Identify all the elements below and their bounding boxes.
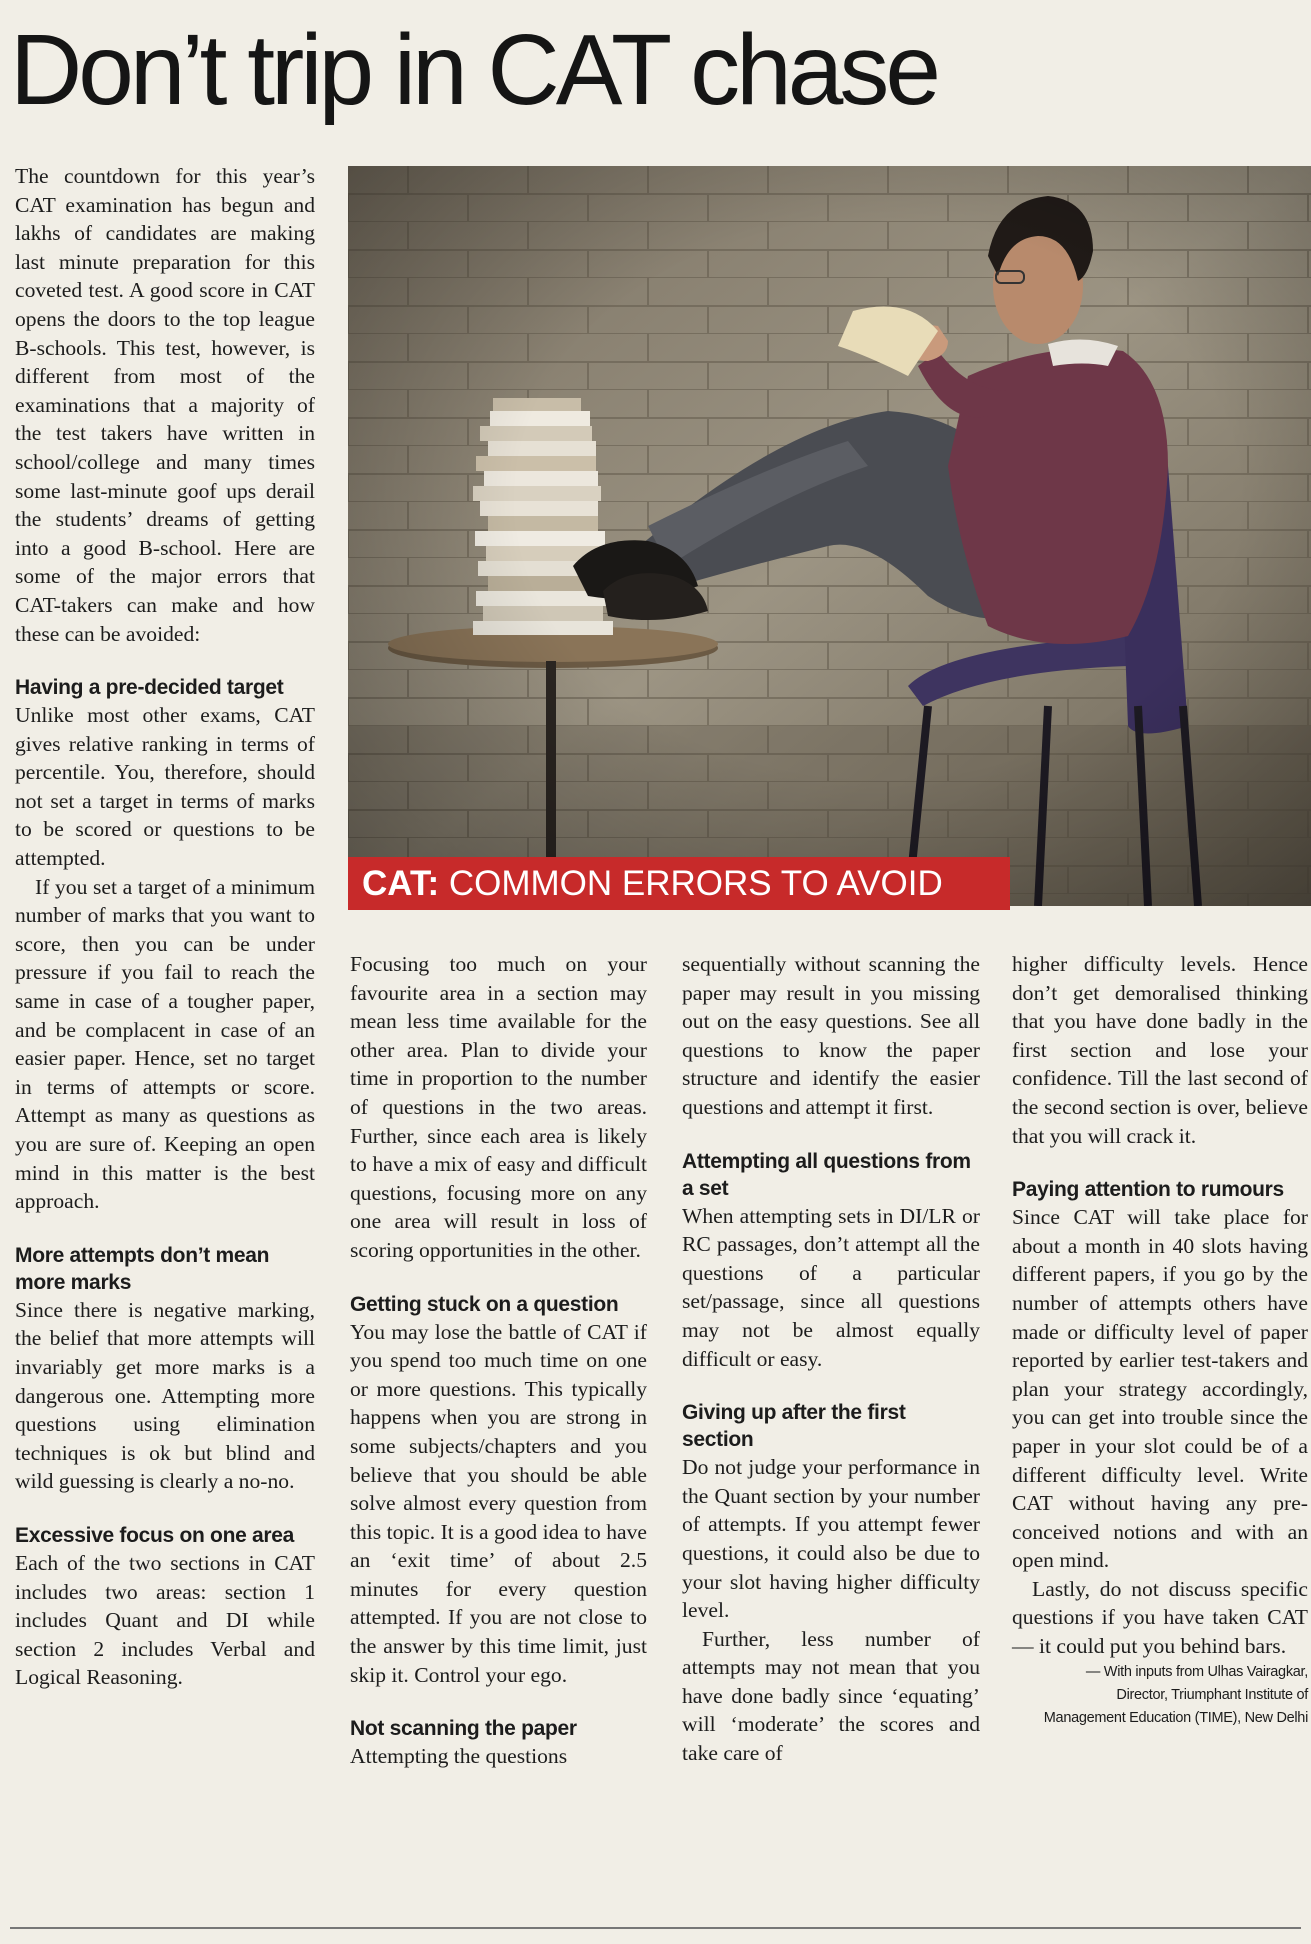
paragraph: When attempting sets in DI/LR or RC passages, don’t attempt all the questions of a particular set/passage, since all questions may not be almost equally difficult or easy. (682, 1203, 980, 1371)
paragraph: Each of the two sections in CAT includes two areas: section 1 includes Quant and DI while section 2 includes Verbal and Logical Reasoning. (15, 1550, 315, 1690)
subhead-more-attempts: More attempts don’t mean more marks (15, 1243, 270, 1294)
subhead-attempting-all: Attempting all questions from a set (682, 1149, 971, 1200)
subhead-rumours: Paying attention to rumours (1012, 1178, 1284, 1202)
caption-text: COMMON ERRORS TO AVOID (439, 864, 943, 903)
paragraph: Further, less number of attempts may not mean that you have done badly since ‘equating’ will ‘moderate’ the scores and take care of (682, 1626, 980, 1766)
paragraph: Attempting the questions (350, 1744, 568, 1769)
paragraph: Do not judge your performance in the Quant section by your number of attempts. If you attempt fewer questions, it could also be due to your slot having higher difficulty level. (682, 1455, 980, 1623)
paragraph: sequentially without scanning the paper may result in you missing out on the easy questions. See all questions to know the paper structure and identify the easier questions and attempt it first. (682, 952, 980, 1119)
student-reading-photo (348, 166, 1311, 906)
credit-line (1012, 1661, 1308, 1730)
article-photo (348, 166, 1311, 906)
paragraph: Since there is negative marking, the belief that more attempts will invariably get more marks is a dangerous one. Attempting more questions using elimination techniques is ok but blind and wild guessing is clearly a no-no. (15, 1297, 315, 1494)
caption-bold: CAT: (362, 864, 440, 903)
column-4 (1012, 950, 1308, 1730)
column-2 (350, 950, 647, 1771)
column-3 (682, 950, 980, 1768)
credit-1: — With inputs from Ulhas Vairagkar, (1085, 1663, 1308, 1680)
paragraph: Since CAT will take place for about a month in 40 slots having different papers, if you go by the number of attempts others have made or difficulty level of paper reported by earlier test-takers and plan your strategy accordingly, you can get into trouble since the paper in your slot could be of a different difficulty level. Write CAT without having any pre-conceived notions and with an open mind. (1012, 1205, 1308, 1573)
paragraph: higher difficulty levels. Hence don’t get demoralised thinking that you have done badly in the first section and lose your confidence. Till the last second of the second section is over, believe that you will crack it. (1012, 952, 1308, 1148)
bottom-rule (10, 1927, 1301, 1929)
subhead-getting-stuck: Getting stuck on a question (350, 1292, 619, 1316)
subhead-pre-decided-target: Having a pre-decided target (15, 676, 284, 700)
paragraph: Focusing too much on your favourite area in a section may mean less time available for the other area. Plan to divide your time in proportion to the number of questions in the two areas. Further, since each area is likely to have a mix of easy and difficult questions, focusing more on any one area will result in loss of scoring opportunities in the other. (350, 952, 647, 1262)
headline: Don’t trip in CAT chase (10, 14, 937, 126)
photo-caption-bar (348, 857, 1010, 910)
subhead-not-scanning: Not scanning the paper (350, 1717, 577, 1741)
column-1 (15, 162, 315, 1692)
subhead-excessive-focus: Excessive focus on one area (15, 1523, 295, 1547)
paragraph: You may lose the battle of CAT if you spend too much time on one or more questions. This typically happens when you are strong in some subjects/chapters and you believe that you should be able solve almost every question from this topic. It is a good idea to have an ‘exit time’ of about 2.5 minutes for every question attempted. If you are not close to the answer by this time limit, just skip it. Control your ego. (350, 1319, 647, 1687)
subhead-giving-up: Giving up after the first section (682, 1401, 906, 1452)
paragraph: If you set a target of a minimum number of marks that you want to score, then you can be under pressure if you fail to reach the same in case of a tougher paper, and be complacent in case of an easier paper. Hence, set no target in terms of attempts or score. Attempt as many as questions as you are sure of. Keeping an open mind in this matter is the best approach. (15, 874, 315, 1214)
intro-paragraph: The countdown for this year’s CAT examination has begun and lakhs of candidates are making last minute preparation for this coveted test. A good score in CAT opens the doors to the top league B-schools. This test, however, is different from most of the examinations that a majority of the test takers have written in school/college and many times some last-minute goof ups derail the students’ dreams of getting into a good B-school. Here are some of the major errors that CAT-takers can make and how these can be avoided: (15, 164, 315, 646)
paragraph: Unlike most other exams, CAT gives relative ranking in terms of percentile. You, therefore, should not set a target in terms of marks to be scored or questions to be attempted. (15, 703, 315, 871)
credit-3: Management Education (TIME), New Delhi (1043, 1709, 1308, 1726)
paragraph: Lastly, do not discuss specific questions if you have taken CAT — it could put you behind bars. (1012, 1576, 1308, 1659)
credit-2: Director, Triumphant Institute of (1116, 1686, 1308, 1703)
